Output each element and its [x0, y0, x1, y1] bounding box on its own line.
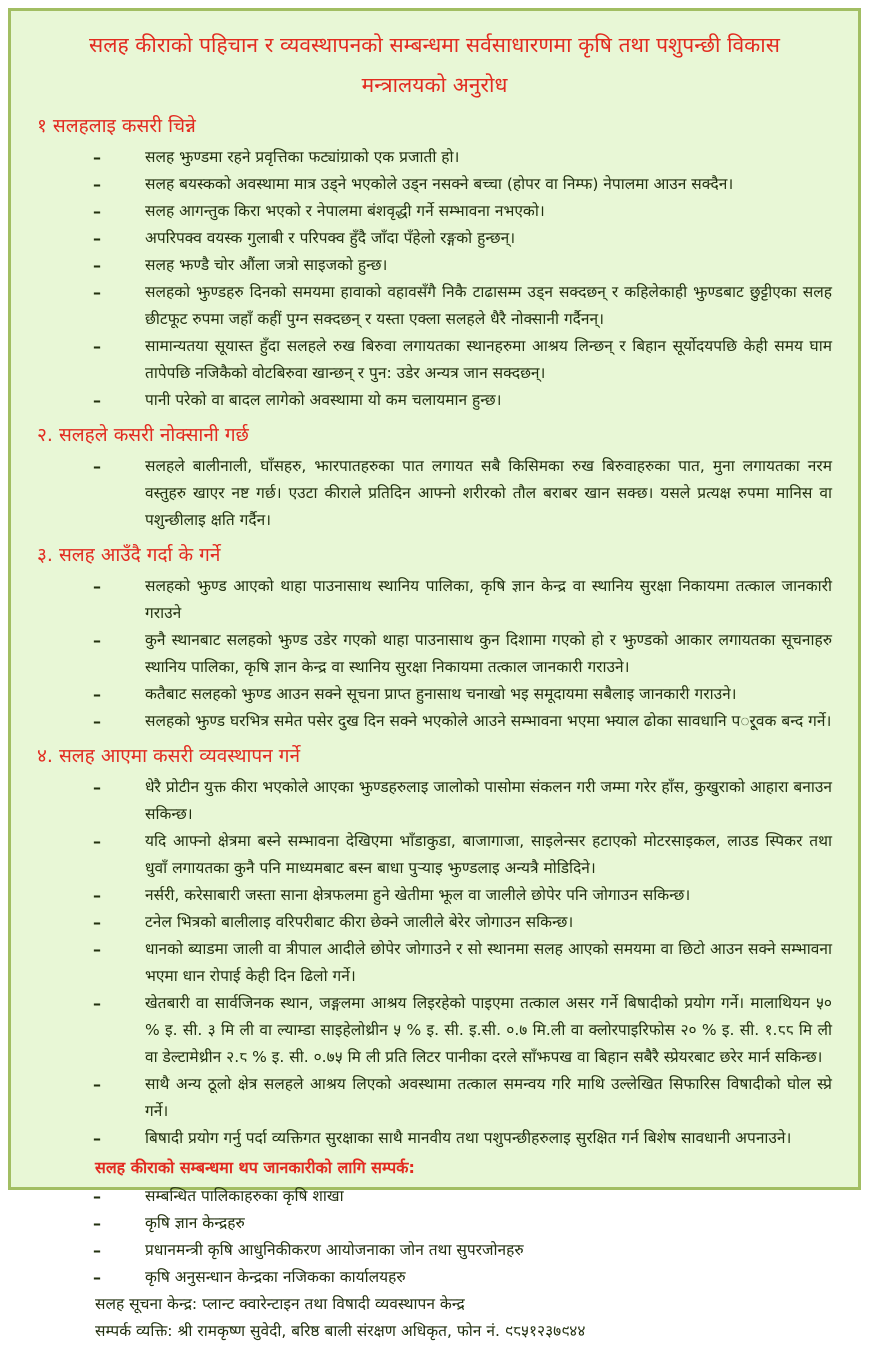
list-item [31, 1071, 838, 1125]
list-item-text: पानी परेको वा बादल लागेको अवस्थामा यो कम चलायमान हुन्छ। [145, 391, 502, 409]
dash-bullet-icon: – [93, 778, 101, 797]
list-item [31, 333, 838, 387]
list-item [31, 1264, 838, 1291]
dash-bullet-icon: – [93, 712, 101, 731]
dash-bullet-icon: – [93, 229, 101, 248]
list-item-text: धानको ब्याडमा जाली वा त्रीपाल आदीले छोपेर जोगाउने र सो स्थानमा सलह आएको समयमा वा छिटो आउन सक्ने सम्भावना भएमा धान रोपाई केही दिन ढिलो गर्ने। [145, 940, 832, 985]
list-item-text: सलह बयस्कको अवस्थामा मात्र उड्ने भएकोले उड्न नसक्ने बच्चा (होपर वा निम्फ) नेपालमा आउन सक्दैन। [145, 175, 734, 193]
dash-bullet-icon: – [93, 1129, 101, 1148]
list-item [31, 627, 838, 681]
dash-bullet-icon: – [93, 457, 101, 476]
list-item-text: कृषि ज्ञान केन्द्रहरु [145, 1214, 245, 1232]
dash-bullet-icon: – [93, 1187, 101, 1206]
list-item-text: साथै अन्य ठूलो क्षेत्र सलहले आश्रय लिएको अवस्थामा तत्काल समन्वय गरि माथि उल्लेखित सिफारिस विषादीको घोल स्प्रे गर्ने। [145, 1075, 832, 1120]
info-center-line: सलह सूचना केन्द्र: प्लान्ट क्वारेन्टाइन तथा विषादी व्यवस्थापन केन्द्र [95, 1295, 465, 1313]
list-item-text: टनेल भित्रको बालीलाइ वरिपरीबाट कीरा छेक्ने जालीले बेरेर जोगाउन सकिन्छ। [145, 913, 574, 931]
dash-bullet-icon: – [93, 148, 101, 167]
list-item-text: कृषि अनुसन्धान केन्द्रका नजिकका कार्यालयहरु [145, 1268, 406, 1286]
list-item [31, 681, 838, 708]
list-item [31, 453, 838, 534]
list-item-text: कुनै स्थानबाट सलहको झुण्ड उडेर गएको थाहा पाउनासाथ कुन दिशामा गएको हो र झुण्डको आकार लगायतका सूचनाहरु स्थानिय पालिका, कृषि ज्ञान केन्द्र वा स्थानिय सुरक्षा निकायमा तत्काल जानकारी गराउने। [145, 631, 832, 676]
list-item-text: सलहको झुण्डहरु दिनको समयमा हावाको वहावसँगै निकै टाढासम्म उड्न सक्दछन् र कहिलेकाही झुण्डबाट छुट्टीएका सलह छीटफूट रुपमा जहाँ कहीं पुग्न सक्दछन् र यस्ता एक्ला सलहले धैरै नोक्सानी गर्दैनन्। [145, 283, 832, 328]
list-item [31, 774, 838, 828]
page-title-line-1: सलह कीराको पहिचान र व्यवस्थापनको सम्बन्धमा सर्वसाधारणमा कृषि तथा पशुपन्छी विकास [89, 33, 780, 57]
list-item-text: सलह आगन्तुक किरा भएको र नेपालमा बंशवृद्धी गर्ने सम्भावना नभएको। [145, 202, 545, 220]
list-item-text: सलह झुण्डमा रहने प्रवृत्तिका फट्यांग्राको एक प्रजाती हो। [145, 148, 460, 166]
section-2-heading: २. सलहले कसरी नोक्सानी गर्छ [37, 424, 249, 446]
dash-bullet-icon: – [93, 940, 101, 959]
dash-bullet-icon: – [93, 631, 101, 650]
dash-bullet-icon: – [93, 283, 101, 302]
dash-bullet-icon: – [93, 913, 101, 932]
list-item [31, 882, 838, 909]
list-item [31, 387, 838, 414]
section-3-heading: ३. सलह आउँदै गर्दा के गर्ने [37, 544, 221, 566]
list-item [31, 1237, 838, 1264]
list-item-text: बिषादी प्रयोग गर्नु पर्दा व्यक्तिगत सुरक्षाका साथै मानवीय तथा पशुपन्छीहरुलाइ सुरक्षित गर्न बिशेष सावधानी अपनाउने। [145, 1129, 792, 1147]
list-item [31, 1183, 838, 1210]
dash-bullet-icon: – [93, 337, 101, 356]
dash-bullet-icon: – [93, 1268, 101, 1287]
list-item [31, 909, 838, 936]
list-item [31, 225, 838, 252]
page-title-line-2: मन्त्रालयको अनुरोध [361, 73, 508, 97]
list-item [31, 171, 838, 198]
list-item-text: धेरै प्रोटीन युक्त कीरा भएकोले आएका झुण्डहरुलाइ जालोको पासोमा संकलन गरी जम्मा गरेर हाँस, कुखुराको आहारा बनाउन सकिन्छ। [145, 778, 832, 823]
section-1-heading: १ सलहलाइ कसरी चिन्ने [37, 115, 196, 137]
dash-bullet-icon: – [93, 994, 101, 1013]
list-item [31, 144, 838, 171]
list-item [31, 573, 838, 627]
dash-bullet-icon: – [93, 1241, 101, 1260]
list-item-text: सामान्यतया सूयास्त हुँदा सलहले रुख बिरुवा लगायतका स्थानहरुमा आश्रय लिन्छन् र बिहान सूर्योदयपछि केही समय घाम तापेपछि नजिकैको वोटबिरुवा खान्छन् र पुन: उडेर अन्यत्र जान सक्दछन्। [145, 337, 832, 382]
dash-bullet-icon: – [93, 391, 101, 410]
dash-bullet-icon: – [93, 1075, 101, 1094]
list-item [31, 279, 838, 333]
list-item-text: सलहको झुण्ड आएको थाहा पाउनासाथ स्थानिय पालिका, कृषि ज्ञान केन्द्र वा स्थानिय सुरक्षा निकायमा तत्काल जानकारी गराउने [145, 577, 832, 622]
list-item-text: सलहले बालीनाली, घाँसहरु, झारपातहरुका पात लगायत सबै किसिमका रुख बिरुवाहरुका पात, मुना लगायतका नरम वस्तुहरु खाएर नष्ट गर्छ। एउटा कीराले प्रतिदिन आफ्नो शरीरको तौल बराबर खान सक्छ। यसले प्रत्यक्ष रुपमा मानिस वा पशुन्छीलाइ क्षति गर्दैन। [145, 457, 832, 529]
list-item-text: खेतबारी वा सार्वजिनक स्थान, जङ्गलमा आश्रय लिइरहेको पाइएमा तत्काल असर गर्ने बिषादीको प्रयोग गर्ने। मालाथियन ५० % इ. सी. ३ मि ली वा ल्याम्डा साइहेलोथ्रीन ५ % इ. सी. इ.सी. ०.७ मि.ली वा क्लोरपाइरिफोस २० % इ. सी. १.८८ मि ली वा डेल्टामेथ्रीन २.८ % इ. सी. ०.७५ मि ली प्रति लिटर पानीका दरले साँझपख वा बिहान सबैरै स्प्रेयरबाट छरेर मार्न सकिन्छ। [145, 994, 832, 1066]
contact-heading: सलह कीराको सम्बन्धमा थप जानकारीको लागि सम्पर्क: [95, 1158, 415, 1177]
dash-bullet-icon: – [93, 577, 101, 596]
list-item-text: अपरिपक्व वयस्क गुलाबी र परिपक्व हुँदै जाँदा पँहेलो रङ्गको हुन्छन्। [145, 229, 516, 247]
section-4-heading: ४. सलह आएमा कसरी व्यवस्थापन गर्ने [37, 745, 301, 767]
dash-bullet-icon: – [93, 832, 101, 851]
list-item [31, 1210, 838, 1237]
list-item [31, 828, 838, 882]
list-item [31, 936, 838, 990]
list-item-text: प्रधानमन्त्री कृषि आधुनिकीकरण आयोजनाका जोन तथा सुपरजोनहरु [145, 1241, 524, 1259]
list-item-text: सलह झण्डै चोर औंला जत्रो साइजको हुन्छ। [145, 256, 388, 274]
list-item-text: नर्सरी, करेसाबारी जस्ता साना क्षेत्रफलमा हुने खेतीमा झूल वा जालीले छोपेर पनि जोगाउन सकिन्छ। [145, 886, 691, 904]
list-item-text: यदि आफ्नो क्षेत्रमा बस्ने सम्भावना देखिएमा भाँडाकुडा, बाजागाजा, साइलेन्सर हटाएको मोटरसाइकल, लाउड स्पिकर तथा धुवाँ लगायतका कुनै पनि माध्यमबाट बस्न बाधा पुऱ्याइ झुण्डलाइ अन्यत्रै मोडिदिने। [145, 832, 832, 877]
document-page [8, 8, 861, 1340]
list-item-text: कतैबाट सलहको झुण्ड आउन सक्ने सूचना प्राप्त हुनासाथ चनाखो भइ समूदायमा सबैलाइ जानकारी गराउने। [145, 685, 737, 703]
dash-bullet-icon: – [93, 1214, 101, 1233]
contact-person-line: सम्पर्क व्यक्ति: श्री रामकृष्ण सुवेदी, बरिष्ठ बाली संरक्षण अधिकृत, फोन नं. ९८५१२३७९४४ [95, 1322, 586, 1340]
list-item-text: सलहको झुण्ड घरभित्र समेत पसेर दुख दिन सक्ने भएकोले आउने सम्भावना भएमा झ्याल ढोका सावधानि पर्ूवक बन्द गर्ने। [145, 712, 832, 730]
dash-bullet-icon: – [93, 256, 101, 275]
dash-bullet-icon: – [93, 202, 101, 221]
page-title [41, 25, 828, 105]
list-item [31, 1125, 838, 1152]
dash-bullet-icon: – [93, 685, 101, 704]
list-item [31, 198, 838, 225]
list-item [31, 708, 838, 735]
list-item [31, 990, 838, 1071]
list-item-text: सम्बन्धित पालिकाहरुका कृषि शाखा [145, 1187, 344, 1205]
list-item [31, 252, 838, 279]
dash-bullet-icon: – [93, 175, 101, 194]
dash-bullet-icon: – [93, 886, 101, 905]
